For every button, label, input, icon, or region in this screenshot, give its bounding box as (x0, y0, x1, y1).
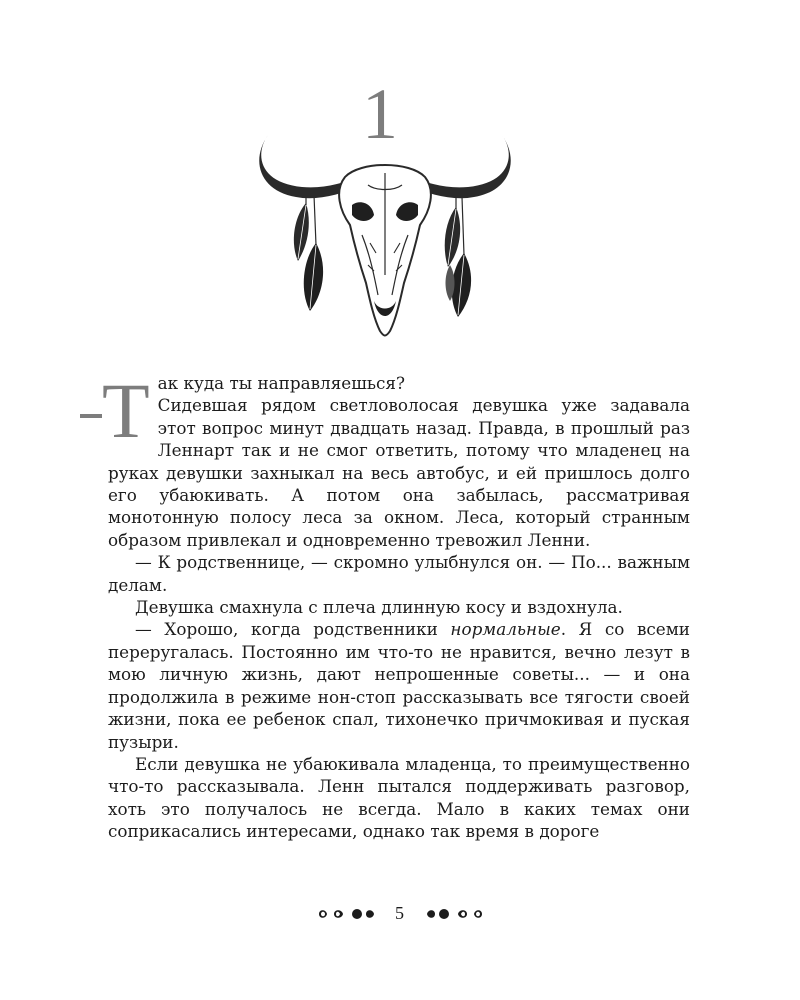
right-feather-1 (445, 207, 460, 267)
left-feather-1 (294, 203, 309, 261)
chapter-text (102, 367, 690, 843)
page-footer (0, 902, 800, 924)
paragraph-5: Если девушка не убаюкивала младенца, то преимущественно что-то рассказывала. Ленн пытался поддерживать разговор, хоть это получалось не всегда. Мало в каких темах они соприкасались интересами, однако так время в дороге (108, 753, 690, 842)
emphasis-word: нормальные (450, 619, 561, 640)
paragraph-4-start: — Хорошо, когда родственники (135, 619, 438, 640)
page-number: 5 (395, 903, 405, 924)
opening-line: ак куда ты направляешься? (157, 373, 405, 393)
paragraph-2: — К родственнице, — скромно улыбнулся он. — По... важным делам. (108, 552, 690, 595)
dialogue-dash (80, 414, 102, 418)
moon-phases-right-icon (425, 907, 485, 921)
opening-paragraph (102, 367, 690, 551)
paragraph-1: Сидевшая рядом светловолосая девушка уже задавала этот вопрос минут двадцать назад. Правда, в прошлый раз Леннарт так и не смог ответить, потому что младенец на руках девушки захныкал на весь автобус, и ей пришлось долго его убаюкивать. А потом она забылась, рассматривая монотонную полосу леса за окном. Леса, который странным образом привлекал и одновременно тревожил Ленни. (108, 395, 690, 550)
paragraph-4-rest: . Я со всеми переругалась. Постоянно им что-то не нравится, вечно лезут в мою личную жизнь, дают непрошенные советы... — и она продолжила в режиме нон-стоп рассказывать все тягости своей жизни, пока ее ребенок спал, тихонечко причмокивая и пуская пузыри. (108, 619, 690, 752)
right-feather-2 (452, 253, 471, 317)
paragraph-4 (108, 618, 690, 752)
left-feather-2 (304, 243, 323, 311)
drop-cap: Т (102, 367, 150, 454)
chapter-number: 1 (362, 74, 398, 154)
moon-phases-left-icon (316, 907, 376, 921)
bull-skull-with-feathers-illustration (250, 125, 520, 340)
paragraph-3: Девушка смахнула с плеча длинную косу и вздохнула. (135, 597, 623, 618)
